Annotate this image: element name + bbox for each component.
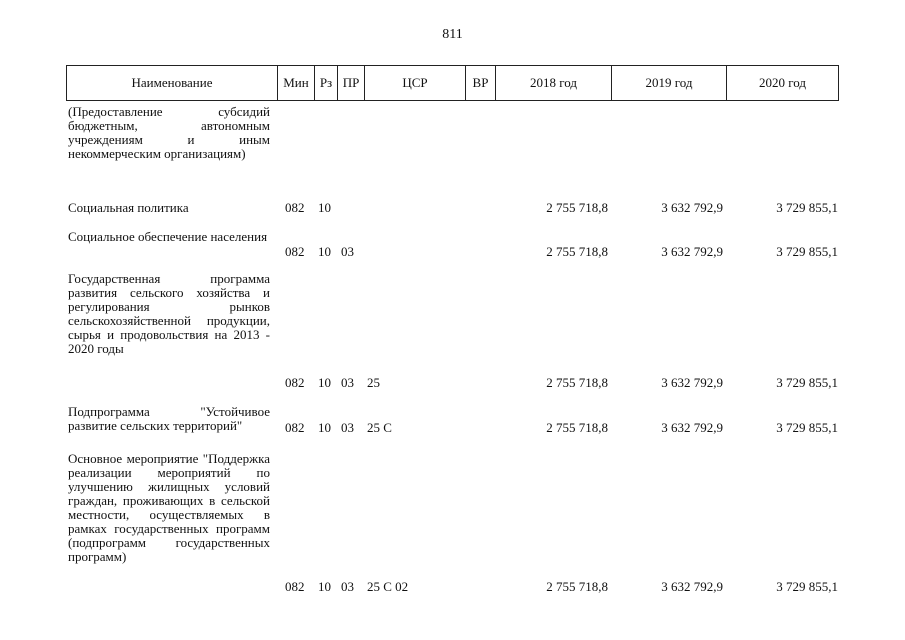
- row-rz: 10: [318, 200, 331, 215]
- row-min: 082: [285, 420, 305, 435]
- row-rz: 10: [318, 579, 331, 594]
- header-rz: Рз: [314, 66, 337, 100]
- row-2018: 2 755 718,8: [546, 420, 608, 435]
- row-rz: 10: [318, 420, 331, 435]
- row-2020: 3 729 855,1: [776, 579, 838, 594]
- row-2018: 2 755 718,8: [546, 375, 608, 390]
- row-csr: 25: [367, 375, 380, 390]
- row-rz: 10: [318, 244, 331, 259]
- row-2018: 2 755 718,8: [546, 579, 608, 594]
- row-name: Подпрограмма "Устойчивое развитие сельских территорий": [68, 404, 270, 433]
- row-pr: 03: [341, 420, 354, 435]
- row-min: 082: [285, 200, 305, 215]
- row-2018: 2 755 718,8: [546, 200, 608, 215]
- row-2020: 3 729 855,1: [776, 375, 838, 390]
- row-name: Основное мероприятие "Поддержка реализации мероприятий по улучшению жилищных условий граждан, проживающих в сельской местности, осуществляемых в рамках государственных программ (подпрограмм государственных программ): [68, 451, 270, 564]
- row-2019: 3 632 792,9: [661, 579, 723, 594]
- row-pr: 03: [341, 375, 354, 390]
- row-min: 082: [285, 579, 305, 594]
- row-2019: 3 632 792,9: [661, 244, 723, 259]
- header-2020: 2020 год: [726, 66, 838, 100]
- row-pr: 03: [341, 579, 354, 594]
- header-2019: 2019 год: [611, 66, 726, 100]
- row-name: Социальная политика: [68, 200, 189, 215]
- header-vr: ВР: [465, 66, 495, 100]
- row-2020: 3 729 855,1: [776, 200, 838, 215]
- row-csr: 25 С 02: [367, 579, 409, 594]
- header-name: Наименование: [131, 75, 213, 90]
- row-2019: 3 632 792,9: [661, 420, 723, 435]
- header-csr: ЦСР: [364, 66, 465, 100]
- header-pr: ПР: [337, 66, 364, 100]
- page-number: 811: [442, 27, 463, 42]
- row-min: 082: [285, 244, 305, 259]
- header-min: Мин: [277, 66, 314, 100]
- row-2019: 3 632 792,9: [661, 375, 723, 390]
- row-2019: 3 632 792,9: [661, 200, 723, 215]
- row-2020: 3 729 855,1: [776, 420, 838, 435]
- row-csr: 25 С: [367, 420, 392, 435]
- row-2018: 2 755 718,8: [546, 244, 608, 259]
- row-name: Государственная программа развития сельского хозяйства и регулирования рынков сельскохозяйственной продукции, сырья и продовольствия на 2013 - 2020 годы: [68, 271, 270, 356]
- header-2018: 2018 год: [495, 66, 611, 100]
- table-header: [66, 65, 839, 101]
- row-name: (Предоставление субсидий бюджетным, автономным учреждениям и иным некоммерческим организациям): [68, 104, 270, 161]
- row-name: Социальное обеспечение населения: [68, 229, 268, 244]
- row-rz: 10: [318, 375, 331, 390]
- row-min: 082: [285, 375, 305, 390]
- row-pr: 03: [341, 244, 354, 259]
- row-2020: 3 729 855,1: [776, 244, 838, 259]
